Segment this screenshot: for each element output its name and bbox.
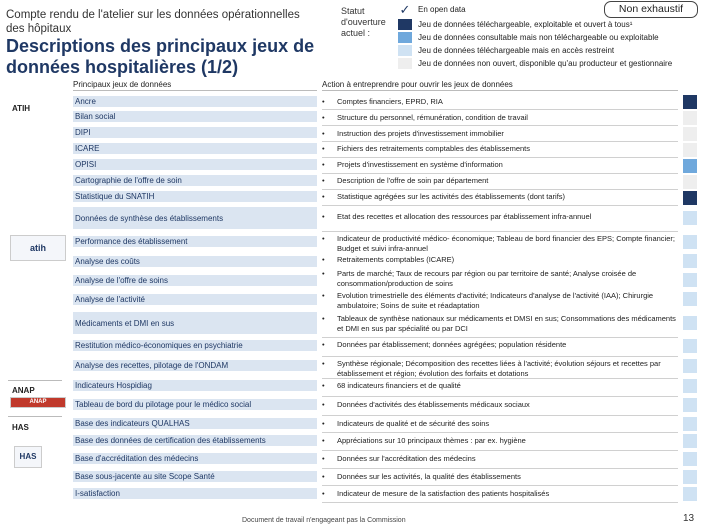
legend-item-downloadable [398,18,632,31]
dataset-cell: Médicaments et DMI en sus [73,312,317,334]
action-item: • Statistique agrégées sur les activités des établissements (dont tarifs) [322,192,566,201]
row-divider [322,378,678,379]
action-item: • Structure du personnel, rémunération, condition de travail [322,113,528,122]
row-divider [322,450,678,451]
action-item: • Données par établissement; données agrégées; population résidente [322,340,567,349]
dataset-cell: Données de synthèse des établissements [73,207,317,229]
page-number: 13 [683,513,695,524]
dataset-cell: Base des indicateurs QUALHAS [73,418,317,429]
non-exhaustive-badge: Non exhaustif [604,1,698,18]
legend-text: Jeu de données non ouvert, disponible qu'au producteur et gestionnaire [418,59,673,68]
dataset-cell: Analyse des coûts [73,256,317,267]
row-divider [322,485,678,486]
status-square [683,143,697,157]
row-divider [322,396,678,397]
status-square [683,470,697,484]
status-square [683,235,697,249]
dataset-cell: Analyse de l'activité [73,294,317,305]
legend-item-consultable [398,31,659,44]
dataset-cell: Statistique du SNATIH [73,191,317,202]
report-subtitle: Compte rendu de l'atelier sur les données opérationnelles des hôpitaux [6,9,300,35]
status-square [683,316,697,330]
row-divider [322,415,678,416]
dataset-cell: Indicateurs Hospidiag [73,380,317,391]
legend-swatch [398,32,412,43]
row-divider [322,157,678,158]
status-square [683,159,697,173]
row-divider [322,109,678,110]
action-item: • Données sur les activités, la qualité des établissements [322,472,521,481]
action-item: • Instruction des projets d'investissement immobilier [322,129,504,138]
dataset-cell: Base sous-jacente au site Scope Santé [73,471,317,482]
legend-text: Jeu de données consultable mais non téléchargeable ou exploitable [418,33,659,42]
status-square [683,211,697,225]
status-square [683,175,697,189]
action-item: • Retraitements comptables (ICARE) [322,255,455,264]
action-item: • Appréciations sur 10 principaux thèmes : par ex. hygiène [322,436,526,445]
anap-logo: ANAP [10,397,66,408]
legend-text: Jeu de données téléchargeable mais en accès restreint [418,46,615,55]
divider [8,416,62,417]
column-header-datasets: Principaux jeux de données [73,80,317,91]
legend-swatch [398,19,412,30]
legend-item-open-data [398,3,466,16]
action-item: • Evolution trimestrielle des éléments d'activité; Indicateurs d'analyse de l'activité (IAA); Chirurgie ambulatoire; Soins de suite et réadaptation [322,291,654,310]
row-divider [322,125,678,126]
action-item: • Projets d'investissement en système d'information [322,160,503,169]
footer-disclaimer: Document de travail n'engageant pas la Commission [242,517,406,524]
column-header-actions: Action à entreprendre pour ouvrir les jeux de données [322,80,678,91]
action-item: • Fichiers des retraitements comptables des établissements [322,144,531,153]
checkmark-icon: ✓ [399,2,411,17]
status-square [683,434,697,448]
status-square [683,417,697,431]
status-square [683,273,697,287]
legend-text: En open data [418,5,466,14]
action-item: • Indicateur de mesure de la satisfaction des patients hospitalisés [322,489,550,498]
dataset-cell: OPISI [73,159,317,170]
dataset-cell: Ancre [73,96,317,107]
action-item: • Tableaux de synthèse nationaux sur médicaments et DMSI en sus; Consommations des médicaments et DMI en sus par spécialité ou par DCI [322,314,676,333]
dataset-cell: ICARE [73,143,317,154]
status-square [683,254,697,268]
dataset-cell: Analyse des recettes, pilotage de l'ONDAM [73,360,317,371]
org-has: HAS [12,423,29,432]
dataset-cell: Performance des établissement [73,236,317,247]
dataset-cell: Analyse de l'offre de soins [73,275,317,286]
row-divider [322,468,678,469]
dataset-cell: Base d'accréditation des médecins [73,453,317,464]
action-item: • Description de l'offre de soin par département [322,176,489,185]
org-atih: ATIH [12,104,31,113]
dataset-cell: DIPI [73,127,317,138]
action-item: • Données d'activités des établissements médicaux sociaux [322,400,530,409]
legend-item-not-open [398,57,672,70]
action-item: • Comptes financiers, EPRD, RIA [322,97,443,106]
has-logo: HAS [14,446,42,468]
dataset-cell: Base des données de certification des établissements [73,435,317,446]
status-square [683,359,697,373]
status-square [683,487,697,501]
status-square [683,379,697,393]
legend-text: Jeu de données téléchargeable, exploitable et ouvert à tous¹ [418,20,633,29]
status-square [683,339,697,353]
status-square [683,111,697,125]
row-divider [322,173,678,174]
action-item: • Indicateur de productivité médico- économique; Tableau de bord financier des EPS; Compte financier; Budget et suivi infra-annuel [322,234,675,253]
legend-swatch [398,58,412,69]
row-divider [322,231,678,232]
atih-logo: atih [10,235,66,261]
row-divider [322,337,678,338]
row-divider [322,502,678,503]
status-square [683,292,697,306]
row-divider [322,141,678,142]
status-square [683,191,697,205]
action-item: • Données sur l'accréditation des médecins [322,454,476,463]
action-item: • Parts de marché; Taux de recours par région ou par territoire de santé; Analyse croisée de consommation/production de soins [322,269,637,288]
row-divider [322,205,678,206]
page-title: Descriptions des principaux jeux de données hospitalières (1/2) [6,36,315,77]
dataset-cell: Bilan social [73,111,317,122]
row-divider [322,432,678,433]
org-anap: ANAP [12,386,35,395]
action-item: • 68 indicateurs financiers et de qualité [322,381,461,390]
row-divider [322,356,678,357]
divider [8,380,62,381]
status-square [683,95,697,109]
legend-swatch [398,45,412,56]
status-square [683,452,697,466]
action-item: • Indicateurs de qualité et de sécurité des soins [322,419,490,428]
dataset-cell: Restitution médico-économiques en psychiatrie [73,340,317,351]
status-square [683,127,697,141]
action-item: • Synthèse régionale; Décomposition des recettes liées à l'activité; évolution séjours et recettes par établissement et région; évolution des forfaits et dotations [322,359,661,378]
dataset-cell: Tableau de bord du pilotage pour le médico social [73,399,317,410]
status-square [683,398,697,412]
dataset-cell: I-satisfaction [73,488,317,499]
row-divider [322,189,678,190]
status-label: Statut d'ouverture actuel : [341,6,386,38]
action-item: • Etat des recettes et allocation des ressources par établissement infra-annuel [322,212,592,221]
legend-item-restricted [398,44,614,57]
dataset-cell: Cartographie de l'offre de soin [73,175,317,186]
